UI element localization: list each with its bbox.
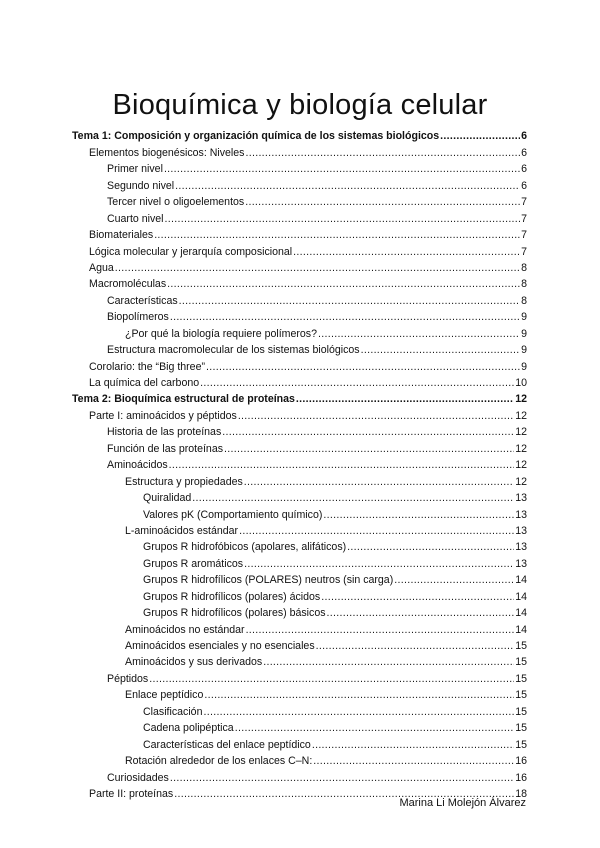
toc-entry[interactable]: [72, 669, 527, 685]
toc-entry[interactable]: [72, 357, 527, 373]
toc-entry-label: Macromoléculas: [89, 278, 167, 291]
toc-leader-dots: [222, 426, 514, 439]
toc-entry[interactable]: [72, 637, 527, 653]
toc-leader-dots: [169, 459, 515, 472]
toc-entry-label: Aminoácidos esenciales y no esenciales: [125, 640, 315, 652]
toc-entry-page: 13: [515, 508, 527, 521]
toc-leader-dots: [246, 624, 515, 637]
toc-entry-page: 15: [515, 738, 527, 751]
toc-entry-page: 6: [521, 179, 527, 192]
toc-entry-label: Tercer nivel o oligoelementos: [107, 196, 245, 209]
toc-leader-dots: [394, 574, 514, 587]
toc-leader-dots: [244, 476, 514, 489]
toc-leader-dots: [239, 525, 514, 538]
toc-entry[interactable]: [72, 472, 527, 488]
toc-leader-dots: [238, 410, 514, 423]
toc-entry[interactable]: [72, 324, 527, 340]
toc-entry[interactable]: [72, 160, 527, 176]
toc-entry-label: Función de las proteínas: [107, 442, 224, 455]
toc-leader-dots: [321, 591, 514, 604]
toc-leader-dots: [440, 130, 520, 143]
toc-entry[interactable]: [72, 242, 527, 258]
toc-entry[interactable]: [72, 439, 527, 455]
toc-leader-dots: [327, 607, 515, 620]
table-of-contents: [72, 127, 527, 801]
toc-leader-dots: [263, 656, 514, 669]
toc-leader-dots: [361, 344, 521, 357]
toc-leader-dots: [164, 163, 520, 176]
toc-leader-dots: [318, 328, 520, 341]
toc-entry-label: Parte II: proteínas: [89, 787, 174, 800]
toc-entry-page: 16: [515, 755, 527, 768]
toc-leader-dots: [323, 509, 514, 522]
toc-entry-page: 16: [515, 771, 527, 784]
toc-leader-dots: [224, 443, 514, 456]
toc-leader-dots: [245, 196, 520, 209]
toc-entry-page: 12: [515, 409, 527, 422]
toc-entry-page: 6: [521, 130, 527, 143]
toc-leader-dots: [154, 229, 520, 242]
toc-entry[interactable]: [72, 308, 527, 324]
toc-entry[interactable]: [72, 538, 527, 554]
toc-entry-label: La química del carbono: [89, 377, 200, 389]
toc-leader-dots: [206, 361, 520, 374]
toc-entry-label: Grupos R hidrofílicos (polares) ácidos: [143, 590, 321, 603]
toc-entry-page: 9: [521, 344, 527, 357]
toc-entry-page: 9: [521, 360, 527, 373]
toc-leader-dots: [245, 147, 520, 160]
toc-entry[interactable]: [72, 226, 527, 242]
toc-entry-label: Historia de las proteínas: [107, 426, 222, 439]
toc-entry-page: 8: [521, 294, 527, 307]
toc-entry-page: 12: [515, 475, 527, 488]
toc-entry-label: Quiralidad: [143, 492, 192, 505]
toc-entry[interactable]: [72, 341, 527, 357]
toc-entry-page: 8: [521, 278, 527, 291]
toc-entry-page: 14: [515, 590, 527, 603]
toc-entry-label: Cadena polipéptica: [143, 722, 234, 735]
toc-entry-page: 13: [515, 492, 527, 505]
toc-entry-label: Biopolímeros: [107, 311, 169, 324]
toc-entry-label: Valores pK (Comportamiento químico): [143, 508, 323, 521]
toc-entry[interactable]: [72, 735, 527, 751]
toc-entry[interactable]: [72, 505, 527, 521]
toc-entry[interactable]: [72, 686, 527, 702]
toc-entry-label: Aminoácidos y sus derivados: [125, 656, 263, 669]
toc-entry-label: Estructura macromolecular de los sistemas biológicos: [107, 344, 360, 357]
author-name: Marina Li Molejón Álvarez: [399, 797, 526, 809]
toc-entry-page: 15: [515, 689, 527, 702]
toc-leader-dots: [167, 278, 520, 291]
toc-entry-label: Rotación alrededor de los enlaces C–N:: [125, 755, 313, 768]
toc-entry[interactable]: [72, 768, 527, 784]
toc-entry[interactable]: [72, 193, 527, 209]
toc-entry-page: 7: [521, 196, 527, 209]
toc-entry-page: 15: [515, 705, 527, 718]
toc-entry-page: 7: [521, 229, 527, 242]
toc-entry-label: Características: [107, 294, 178, 307]
toc-entry-page: 12: [515, 393, 527, 406]
toc-entry-page: 9: [521, 311, 527, 324]
toc-leader-dots: [244, 558, 514, 571]
toc-leader-dots: [347, 541, 514, 554]
toc-entry[interactable]: [72, 719, 527, 735]
toc-entry-label: Péptidos: [107, 672, 149, 685]
toc-entry-label: Enlace peptídico: [125, 689, 204, 702]
toc-entry[interactable]: [72, 702, 527, 718]
toc-entry-page: 15: [515, 656, 527, 669]
toc-entry[interactable]: [72, 554, 527, 570]
toc-entry-page: 12: [515, 426, 527, 439]
toc-leader-dots: [149, 673, 514, 686]
toc-entry-label: Cuarto nivel: [107, 212, 164, 225]
toc-entry[interactable]: [72, 127, 527, 143]
toc-leader-dots: [115, 262, 520, 275]
toc-entry-page: 6: [521, 146, 527, 159]
toc-entry[interactable]: [72, 653, 527, 669]
toc-entry-page: 14: [515, 623, 527, 636]
toc-leader-dots: [192, 492, 514, 505]
toc-entry-label: Aminoácidos no estándar: [125, 623, 245, 636]
toc-entry[interactable]: [72, 374, 527, 390]
toc-entry-label: Curiosidades: [107, 771, 169, 784]
toc-entry[interactable]: [72, 390, 527, 406]
toc-entry[interactable]: [72, 209, 527, 225]
toc-entry-label: Aminoácidos: [107, 459, 168, 472]
toc-entry-page: 13: [515, 541, 527, 554]
toc-entry-page: 15: [515, 672, 527, 685]
toc-entry-label: Segundo nivel: [107, 179, 175, 192]
toc-entry-label: L-aminoácidos estándar: [125, 524, 239, 537]
toc-entry[interactable]: [72, 259, 527, 275]
toc-entry-label: Tema 1: Composición y organización química de los sistemas biológicos: [72, 130, 440, 143]
toc-entry-page: 18: [515, 787, 527, 800]
toc-entry-label: Grupos R hidrofóbicos (apolares, alifáticos): [143, 541, 347, 554]
toc-entry-page: 9: [521, 327, 527, 340]
toc-entry-label: Grupos R aromáticos: [143, 557, 244, 570]
toc-leader-dots: [170, 311, 520, 324]
toc-entry-label: Biomateriales: [89, 229, 154, 242]
toc-entry-label: Clasificación: [143, 705, 203, 718]
toc-leader-dots: [316, 640, 515, 653]
toc-entry-page: 15: [515, 640, 527, 652]
document-title: Bioquímica y biología celular: [112, 89, 488, 122]
toc-entry[interactable]: [72, 571, 527, 587]
toc-entry[interactable]: [72, 275, 527, 291]
toc-entry[interactable]: [72, 752, 527, 768]
toc-entry[interactable]: [72, 143, 527, 159]
toc-entry[interactable]: [72, 406, 527, 422]
toc-entry[interactable]: [72, 489, 527, 505]
toc-entry[interactable]: [72, 587, 527, 603]
toc-entry-page: 14: [515, 574, 527, 587]
toc-entry[interactable]: [72, 291, 527, 307]
toc-entry[interactable]: [72, 423, 527, 439]
toc-entry-page: 12: [515, 459, 527, 472]
toc-entry-page: 14: [515, 607, 527, 620]
toc-leader-dots: [203, 706, 514, 719]
toc-entry-label: Parte I: aminoácidos y péptidos: [89, 409, 237, 422]
toc-leader-dots: [312, 739, 514, 752]
toc-entry[interactable]: [72, 456, 527, 472]
toc-leader-dots: [179, 295, 520, 308]
toc-leader-dots: [293, 246, 520, 259]
toc-leader-dots: [200, 377, 514, 390]
toc-entry-label: Lógica molecular y jerarquía composicional: [89, 245, 293, 258]
toc-leader-dots: [170, 772, 514, 785]
toc-entry-label: Características del enlace peptídico: [143, 738, 311, 751]
toc-entry-label: Estructura y propiedades: [125, 475, 243, 488]
toc-entry[interactable]: [72, 176, 527, 192]
toc-entry-label: ¿Por qué la biología requiere polímeros?: [125, 327, 317, 340]
toc-entry-label: Elementos biogenésicos: Niveles: [89, 146, 245, 159]
toc-entry-label: Agua: [89, 261, 114, 274]
toc-entry-page: 13: [515, 557, 527, 570]
toc-leader-dots: [235, 722, 514, 735]
toc-leader-dots: [165, 213, 521, 226]
toc-entry-label: Grupos R hidrofílicos (POLARES) neutros (sin carga): [143, 574, 394, 587]
toc-entry-page: 15: [515, 722, 527, 735]
toc-entry-page: 12: [515, 442, 527, 455]
toc-entry-label: Tema 2: Bioquímica estructural de proteínas: [72, 393, 295, 406]
toc-entry-page: 7: [521, 245, 527, 258]
toc-leader-dots: [204, 689, 514, 702]
toc-entry-page: 13: [515, 524, 527, 537]
toc-leader-dots: [175, 180, 520, 193]
toc-leader-dots: [313, 755, 514, 768]
toc-entry[interactable]: [72, 604, 527, 620]
toc-leader-dots: [296, 393, 514, 406]
toc-entry-label: Grupos R hidrofílicos (polares) básicos: [143, 607, 326, 620]
toc-entry-page: 10: [515, 377, 527, 389]
toc-entry[interactable]: [72, 620, 527, 636]
toc-entry-label: Corolario: the “Big three”: [89, 360, 205, 373]
toc-entry[interactable]: [72, 522, 527, 538]
toc-entry-page: 8: [521, 261, 527, 274]
toc-entry-label: Primer nivel: [107, 163, 163, 176]
toc-entry-page: 7: [521, 212, 527, 225]
toc-entry-page: 6: [521, 163, 527, 176]
